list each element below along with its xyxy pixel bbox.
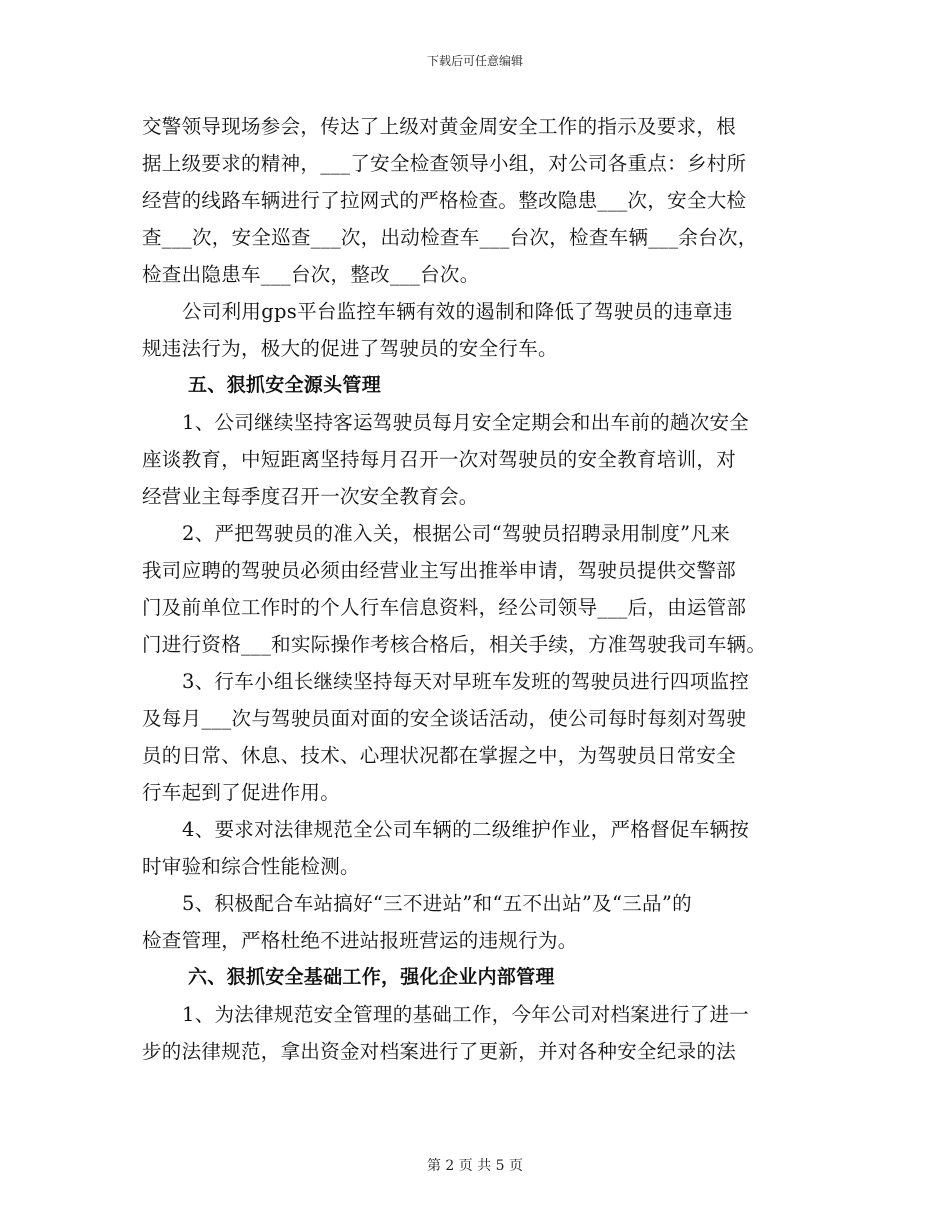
section-heading: 五、狠抓安全源头管理 [188,374,382,396]
text-line: 时审验和综合性能检测。 [142,855,360,878]
paragraph [142,404,814,515]
text-line: 查___次，安全巡查___次，出动检查车___台次，检查车辆___余台次， [142,226,758,249]
document-body [142,108,814,1070]
text-line: 5、积极配合车站搞好“三不进站”和“五不出站”及“三品”的 [182,892,692,915]
paragraph [142,811,814,885]
text-line: 门及前单位工作时的个人行车信息资料，经公司领导___后，由运管部 [142,596,747,619]
text-line: 我司应聘的驾驶员必须由经营业主写出推举申请，驾驶员提供交警部 [142,559,737,582]
text-line: 2、严把驾驶员的准入关，根据公司“驾驶员招聘录用制度”凡来 [182,522,731,545]
text-line: 检查管理，严格杜绝不进站报班营运的违规行为。 [142,929,578,952]
text-line: 行车起到了促进作用。 [142,781,341,804]
text-line: 经营业主每季度召开一次安全教育会。 [142,485,479,508]
text-line: 4、要求对法律规范全公司车辆的二级维护作业，严格督促车辆按 [182,818,750,841]
text-line: 据上级要求的精神，___了安全检查领导小组，对公司各重点：乡村所 [142,152,747,175]
text-line: 交警领导现场参会，传达了上级对黄金周安全工作的指示及要求，根 [142,115,737,138]
text-line: 员的日常、休息、技术、心理状况都在掌握之中，为驾驶员日常安全 [142,744,737,767]
text-line: 经营的线路车辆进行了拉网式的严格检查。整改隐患___次，安全大检 [142,189,747,212]
text-line: 公司利用gps平台监控车辆有效的遏制和降低了驾驶员的违章违 [182,300,733,323]
paragraph [142,108,814,293]
paragraph [142,293,814,367]
text-line: 步的法律规范，拿出资金对档案进行了更新，并对各种安全纪录的法 [142,1040,737,1063]
paragraph [142,515,814,663]
text-line: 及每月___次与驾驶员面对面的安全谈话活动，使公司每时每刻对驾驶 [142,707,747,730]
page-footer: 第 2 页 共 5 页 [426,1158,524,1174]
text-line: 1、为法律规范安全管理的基础工作，今年公司对档案进行了进一 [182,1003,750,1026]
text-line: 规违法行为，极大的促进了驾驶员的安全行车。 [142,337,558,360]
paragraph [142,663,814,811]
paragraph [142,885,814,959]
text-line: 3、行车小组长继续坚持每天对早班车发班的驾驶员进行四项监控 [182,670,750,693]
section-heading: 六、狠抓安全基础工作，强化企业内部管理 [188,966,555,988]
page-header: 下载后可任意编辑 [426,54,523,68]
text-line: 1、公司继续坚持客运驾驶员每月安全定期会和出车前的趟次安全 [182,411,750,434]
text-line: 门进行资格___和实际操作考核合格后，相关手续，方准驾驶我司车辆。 [142,633,767,656]
text-line: 检查出隐患车___台次，整改___台次。 [142,263,480,286]
paragraph [142,996,814,1070]
text-line: 座谈教育，中短距离坚持每月召开一次对驾驶员的安全教育培训，对 [142,448,737,471]
